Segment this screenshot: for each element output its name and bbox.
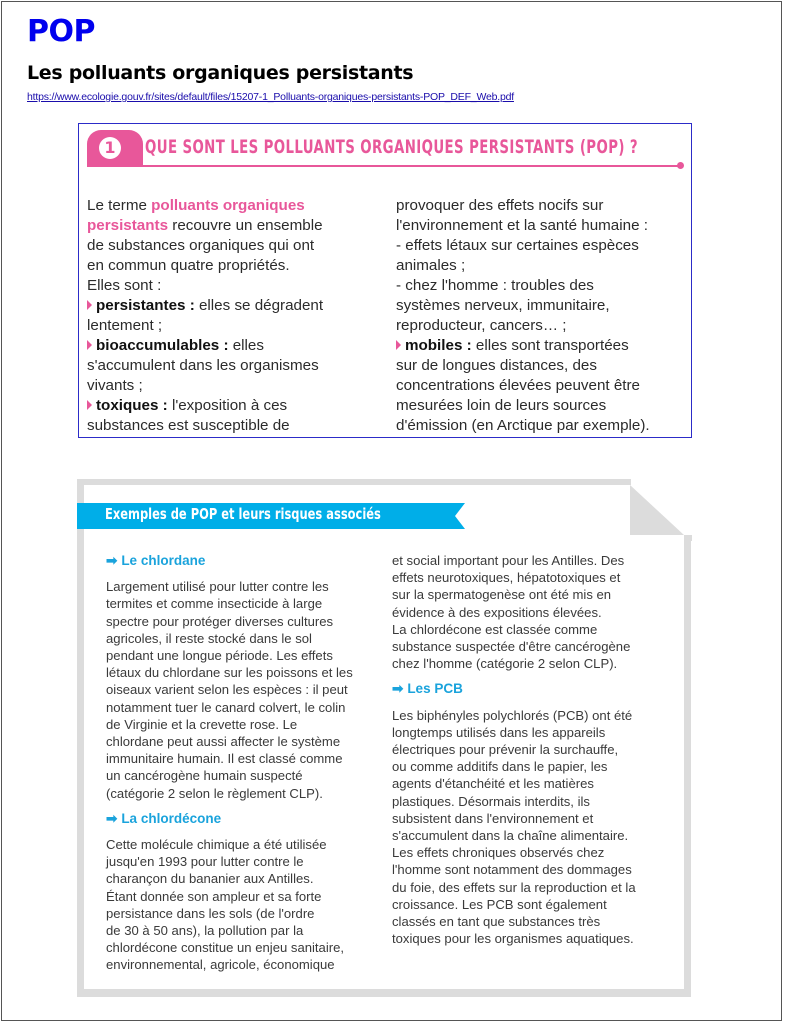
- intro-line: en commun quatre propriétés.: [87, 257, 290, 274]
- chlordane-heading: [106, 552, 386, 569]
- text-line: substance suspectée d'être cancérogène: [392, 639, 631, 655]
- document-heading: Les polluants organiques persistants: [27, 62, 414, 84]
- intro-line: de substances organiques qui ont: [87, 237, 315, 254]
- property-text: sur de longues distances, des: [396, 357, 597, 374]
- text-line: l'homme sont notamment des dommages: [392, 862, 632, 878]
- text-line: toxiques pour les organismes aquatiques.: [392, 931, 634, 947]
- text-line: Largement utilisé pour lutter contre les: [106, 579, 329, 595]
- text-line: chlordécone constitue un enjeu sanitaire,: [106, 940, 345, 956]
- definition-right-column: [396, 196, 688, 436]
- intro-text: recouvre un ensemble: [168, 217, 323, 234]
- text-line: jusqu'en 1993 pour lutter contre le: [106, 854, 304, 870]
- arrow-right-icon: ➡: [106, 810, 118, 826]
- chlordecone-text: [106, 836, 386, 974]
- chlordecone-heading: [106, 810, 386, 827]
- definition-left-column: [87, 196, 377, 436]
- highlight-term: persistants: [87, 217, 169, 234]
- text-line: plastiques. Désormais interdits, ils: [392, 793, 590, 809]
- section-number-tab: [87, 130, 143, 166]
- banner-notch: [455, 503, 465, 529]
- intro-line: [87, 216, 377, 236]
- examples-banner-title: Exemples de POP et leurs risques associés: [105, 505, 381, 523]
- chlordane-text: [106, 578, 386, 802]
- text-line: agricoles, il reste stocké dans le sol: [106, 630, 312, 646]
- text-line: chez l'homme (catégorie 2 selon CLP).: [392, 656, 618, 672]
- text-line: subsistent dans l'environnement et: [392, 810, 594, 826]
- intro-text: Le terme: [87, 197, 152, 214]
- highlight-term: polluants organiques: [151, 197, 305, 214]
- text-line: reproducteur, cancers… ;: [396, 317, 567, 334]
- pcb-heading: [392, 680, 677, 697]
- text-line: sur la spermatogenèse ont été mis en: [392, 587, 612, 603]
- text-line: s'accumulent dans la chaîne alimentaire.: [392, 828, 629, 844]
- pcb-heading-text: Les PCB: [407, 681, 463, 697]
- property-term: toxiques :: [96, 397, 168, 414]
- text-line: chlordane peut aussi affecter le système: [106, 734, 341, 750]
- intro-line: [87, 196, 377, 216]
- property-text: l'exposition à ces: [167, 397, 288, 414]
- text-line: et social important pour les Antilles. Des: [392, 553, 625, 568]
- bullet-icon: [87, 340, 92, 350]
- page-title: POP: [27, 14, 95, 49]
- examples-left-column: [106, 552, 386, 974]
- text-line: termites et comme insecticide à large: [106, 596, 323, 612]
- text-line: charançon du bananier aux Antilles.: [106, 871, 314, 887]
- text-line: spectre pour protéger diverses cultures: [106, 613, 334, 629]
- property-persistantes: [87, 296, 377, 316]
- bullet-icon: [87, 400, 92, 410]
- section-number-badge: 1: [99, 137, 121, 159]
- text-line: (catégorie 2 selon le règlement CLP).: [106, 785, 323, 801]
- header-divider: [87, 165, 679, 167]
- bullet-icon: [87, 300, 92, 310]
- text-line: classés en tant que substances très: [392, 914, 601, 930]
- property-text: s'accumulent dans les organismes: [87, 357, 319, 374]
- text-line: - effets létaux sur certaines espèces: [396, 237, 639, 254]
- section-header: [87, 130, 687, 170]
- property-text: concentrations élevées peuvent être: [396, 377, 641, 394]
- text-line: évidence à des expositions élevées.: [392, 604, 602, 620]
- property-bioaccumulables: [87, 336, 377, 356]
- text-line: croissance. Les PCB sont également: [392, 896, 607, 912]
- text-line: du foie, des effets sur la reproduction et la: [392, 879, 636, 895]
- property-text: vivants ;: [87, 377, 143, 394]
- text-line: Les biphényles polychlorés (PCB) ont été: [392, 707, 633, 723]
- chlordecone-heading-text: La chlordécone: [121, 810, 222, 826]
- text-line: pendant une longue période. Les effets: [106, 648, 333, 664]
- property-text: mesurées loin de leurs sources: [396, 397, 607, 414]
- text-line: Cette molécule chimique a été utilisée: [106, 837, 327, 853]
- text-line: provoquer des effets nocifs sur: [396, 197, 604, 214]
- bullet-icon: [396, 340, 401, 350]
- section-title: QUE SONT LES POLLUANTS ORGANIQUES PERSISTANTS (POP) ?: [145, 136, 638, 158]
- property-text: elles: [228, 337, 264, 354]
- source-link[interactable]: https://www.ecologie.gouv.fr/sites/default/files/15207-1_Polluants-organiques-persistants-POP_DEF_Web.pdf: [27, 91, 514, 103]
- property-toxiques: [87, 396, 377, 416]
- text-line: Étant donnée son ampleur et sa forte: [106, 888, 322, 904]
- property-text: d'émission (en Arctique par exemple).: [396, 417, 650, 434]
- text-line: létaux du chlordane sur les poissons et les: [106, 665, 353, 681]
- property-term: persistantes :: [96, 297, 195, 314]
- text-line: persistance dans les sols (de l'ordre: [106, 905, 315, 921]
- text-line: notamment tuer le canard colvert, le colin: [106, 699, 346, 715]
- property-text: lentement ;: [87, 317, 163, 334]
- property-term: mobiles :: [405, 337, 472, 354]
- folded-corner-icon: [630, 479, 692, 541]
- text-line: - chez l'homme : troubles des: [396, 277, 594, 294]
- examples-right-column: [392, 552, 677, 947]
- property-text: elles se dégradent: [194, 297, 324, 314]
- text-line: l'environnement et la santé humaine :: [396, 217, 648, 234]
- text-line: Les effets chroniques observés chez: [392, 845, 605, 861]
- text-line: un cancérogène humain suspecté: [106, 768, 303, 784]
- property-text: elles sont transportées: [471, 337, 629, 354]
- text-line: agents d'étanchéité et les matières: [392, 776, 594, 792]
- text-line: de 30 à 50 ans), la pollution par la: [106, 923, 304, 939]
- pcb-text: [392, 707, 677, 948]
- arrow-right-icon: ➡: [392, 681, 404, 697]
- text-line: de Virginie et la crevette rose. Le: [106, 716, 298, 732]
- chlordecone-text-continued: [392, 552, 677, 672]
- arrow-right-icon: ➡: [106, 553, 118, 568]
- divider-dot-icon: [677, 162, 684, 169]
- text-line: immunitaire humain. Il est classé comme: [106, 751, 343, 767]
- property-text: substances est susceptible de: [87, 417, 290, 434]
- text-line: électriques pour prévenir la surchauffe,: [392, 742, 619, 758]
- text-line: ou comme additifs dans le papier, les: [392, 759, 608, 775]
- definition-box: [78, 123, 692, 438]
- text-line: La chlordécone est classée comme: [392, 621, 598, 637]
- property-term: bioaccumulables :: [96, 337, 229, 354]
- text-line: environnemental, agricole, économique: [106, 957, 335, 973]
- text-line: effets neurotoxiques, hépatotoxiques et: [392, 570, 621, 586]
- intro-line: Elles sont :: [87, 277, 162, 294]
- property-mobiles: [396, 336, 688, 356]
- chlordane-heading-text: Le chlordane: [121, 553, 206, 568]
- text-line: oiseaux varient selon les espèces : il peut: [106, 682, 348, 698]
- text-line: animales ;: [396, 257, 466, 274]
- text-line: longtemps utilisés dans les appareils: [392, 724, 606, 740]
- text-line: systèmes nerveux, immunitaire,: [396, 297, 610, 314]
